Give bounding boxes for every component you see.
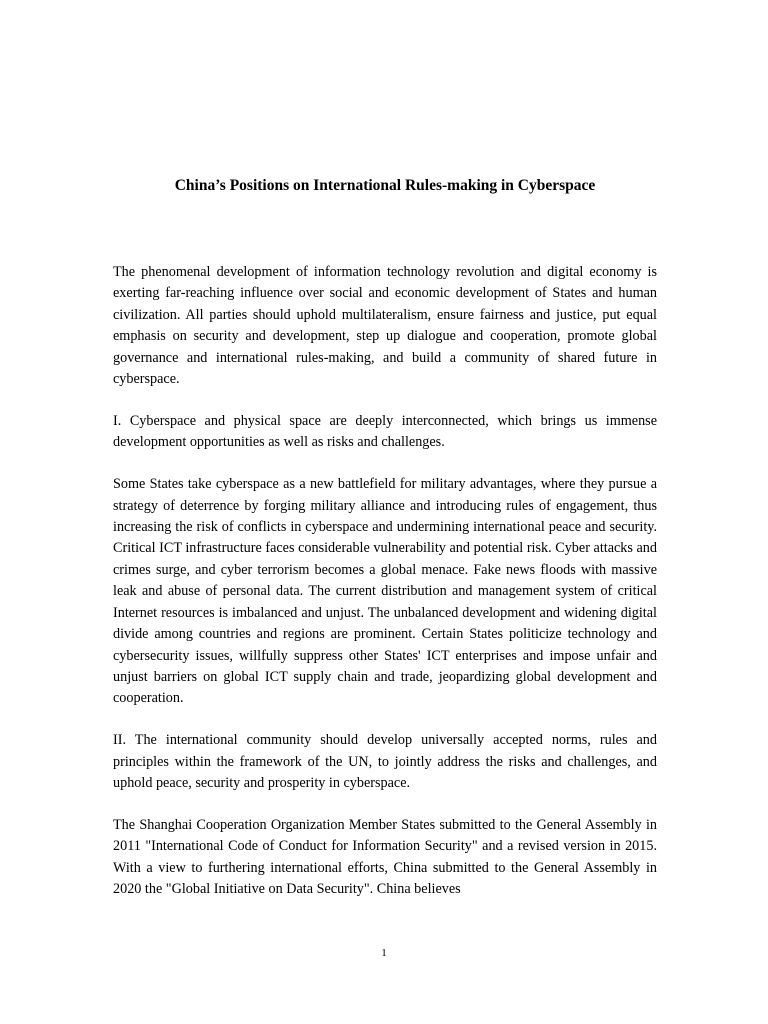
- document-body: [113, 262, 657, 921]
- page-number: 1: [381, 947, 387, 959]
- paragraph-intro: The phenomenal development of information technology revolution and digital economy is exerting far-reaching influence over social and economic development of States and human civilization. All parties should uphold multilateralism, ensure fairness and justice, put equal emphasis on security and development, step up dialogue and cooperation, promote global governance and international rules-making, and build a community of shared future in cyberspace.: [113, 264, 657, 388]
- document-title: China’s Positions on International Rules-making in Cyberspace: [174, 177, 596, 194]
- paragraph-section-2-heading: II. The international community should develop universally accepted norms, rules and principles within the framework of the UN, to jointly address the risks and challenges, and uphold peace, security and prosperity in cyberspace.: [113, 732, 657, 792]
- paragraph-risks: Some States take cyberspace as a new battlefield for military advantages, where they pursue a strategy of deterrence by forging military alliance and introducing rules of engagement, thus increasing the risk of conflicts in cyberspace and undermining international peace and security. Critical ICT infrastructure faces considerable vulnerability and potential risk. Cyber attacks and crimes surge, and cyber terrorism becomes a global menace. Fake news floods with massive leak and abuse of personal data. The current distribution and management system of critical Internet resources is imbalanced and unjust. The unbalanced development and widening digital divide among countries and regions are prominent. Certain States politicize technology and cybersecurity issues, willfully suppress other States' ICT enterprises and impose unfair and unjust barriers on global ICT supply chain and trade, jeopardizing global development and cooperation.: [113, 476, 657, 707]
- paragraph-section-1-heading: I. Cyberspace and physical space are deeply interconnected, which brings us immense development opportunities as well as risks and challenges.: [113, 412, 657, 451]
- paragraph-sco-submission: The Shanghai Cooperation Organization Member States submitted to the General Assembly in 2011 "International Code of Conduct for Information Security" and a revised version in 2015. With a view to furthering international efforts, China submitted to the General Assembly in 2020 the "Global Initiative on Data Security". China believes: [113, 816, 657, 898]
